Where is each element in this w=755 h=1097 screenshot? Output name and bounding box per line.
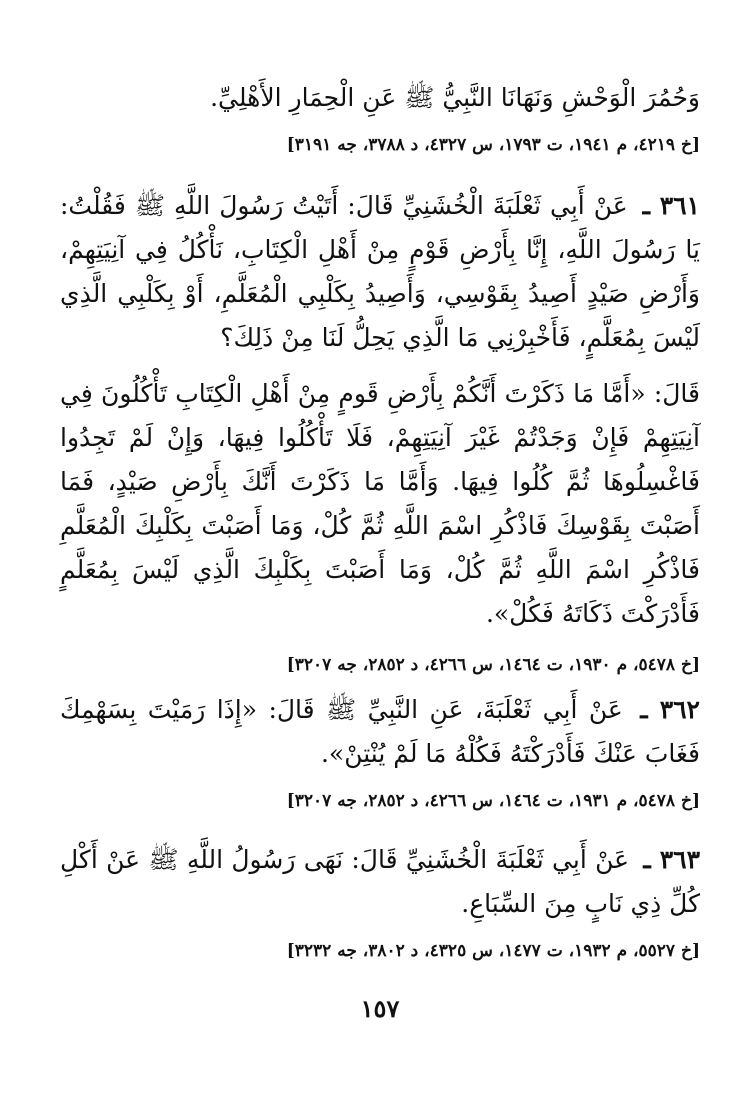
hadith-reference: [خ ٥٤٧٨، م ١٩٣٠، ت ١٤٦٤، س ٤٢٦٦، د ٢٨٥٢، جه ٣٢٠٧] (286, 655, 700, 675)
hadith-text (60, 688, 700, 776)
hadith-text (60, 184, 700, 360)
hadith-number: ٣٦٢ ـ (640, 695, 700, 724)
book-page (60, 60, 700, 1060)
hadith-answer: قَالَ: «أَمَّا مَا ذَكَرْتَ أَنَّكُمْ بِأَرْضِ قَومٍ مِنْ أَهْلِ الْكِتَابِ تَأْكُلُونَ فِي آنِيَتِهِمْ فَإِنْ وَجَدْتُمْ غَيْرَ آنِيَتِهِمْ، فَلَا تَأْكُلُوا فِيهَا، وَإِنْ لَمْ تَجِدُوا فَاغْسِلُوهَا ثُمَّ كُلُوا فِيهَا. وَأَمَّا مَا ذَكَرْتَ أَنَّكَ بِأَرْضِ صَيْدٍ، فَمَا أَصَبْتَ بِقَوْسِكَ فَاذْكُرِ اسْمَ اللَّهِ ثُمَّ كُلْ، وَمَا أَصَبْتَ بِكَلْبِكَ الْمُعَلَّمِ فَاذْكُرِ اسْمَ اللَّهِ ثُمَّ كُلْ، وَمَا أَصَبْتَ بِكَلْبِكَ الَّذِي لَيْسَ بِمُعَلَّمٍ فَأَدْرَكْتَ ذَكَاتَهُ فَكُلْ». (60, 379, 700, 628)
hadith-reference: [خ ٥٥٢٧، م ١٩٣٢، ت ١٤٧٧، س ٤٣٢٥، د ٣٨٠٢، جه ٣٢٣٢] (286, 941, 700, 961)
hadith-body: عَنْ أَبِي ثَعْلَبَةَ الْخُشَنِيِّ قَالَ: نَهَى رَسُولُ اللَّهِ ﷺ عَنْ أَكْلِ كُلِّ ذِي نَابٍ مِنَ السِّبَاعِ. (60, 845, 700, 918)
hadith-text: وَحُمُرَ الْوَحْشِ وَنَهَانَا النَّبِيُّ ﷺ عَنِ الْحِمَارِ الأَهْلِيِّ. (210, 83, 700, 112)
hadith-363 (60, 838, 700, 964)
hadith-text (60, 838, 700, 926)
hadith-body: عَنْ أَبِي ثَعْلَبَةَ الْخُشَنِيِّ قَالَ: أَتَيْتُ رَسُولَ اللَّهِ ﷺ فَقُلْتُ: يَا رَسُولَ اللَّهِ، إِنَّا بِأَرْضِ قَوْمٍ مِنْ أَهْلِ الْكِتَابِ، نَأْكُلُ فِي آنِيَتِهِمْ، وَأَرْضِ صَيْدٍ أَصِيدُ بِقَوْسِي، وَأَصِيدُ بِكَلْبِي الْمُعَلَّمِ، أَوْ بِكَلْبِي الَّذِي لَيْسَ بِمُعَلَّمٍ، فَأَخْبِرْنِي مَا الَّذِي يَحِلُّ لَنَا مِنْ ذَلِكَ؟ (60, 191, 700, 352)
hadith-362 (60, 688, 700, 814)
hadith-reference: [خ ٥٤٧٨، م ١٩٣١، ت ١٤٦٤، س ٤٢٦٦، د ٢٨٥٢، جه ٣٢٠٧] (286, 791, 700, 811)
page-number: ١٥٧ (360, 994, 400, 1023)
hadith-reference: [خ ٤٢١٩، م ١٩٤١، ت ١٧٩٣، س ٤٣٢٧، د ٣٧٨٨، جه ٣١٩١] (286, 135, 700, 155)
hadith-number: ٣٦٣ ـ (643, 845, 701, 874)
hadith-number: ٣٦١ ـ (642, 191, 700, 220)
hadith-361 (60, 184, 700, 678)
hadith-body: عَنْ أَبِي ثَعْلَبَةَ، عَنِ النَّبِيِّ ﷺ قَالَ: «إِذَا رَمَيْتَ بِسَهْمِكَ فَغَابَ عَنْكَ فَأَدْرَكْتَهُ فَكُلْهُ مَا لَمْ يُنْتِنْ». (60, 695, 700, 768)
hadith-continuation (60, 76, 700, 158)
